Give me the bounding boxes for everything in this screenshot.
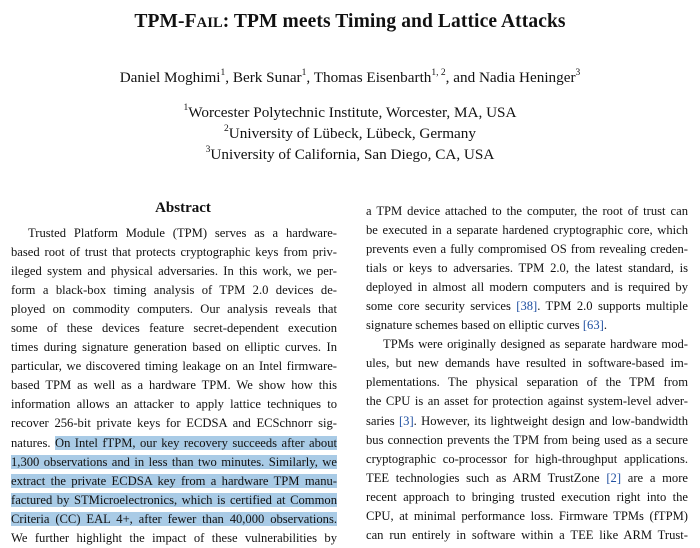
text-line bbox=[11, 319, 337, 338]
citation-link[interactable]: [38] bbox=[516, 298, 538, 313]
text-line bbox=[11, 434, 337, 453]
text-line bbox=[366, 221, 688, 240]
text-span: recover 256-bit private keys for ECDSA and ECSchnorr sig- bbox=[11, 416, 337, 431]
text-span: information allows an attacker to apply lattice techniques to bbox=[11, 397, 337, 412]
text-span: bus connection prevents the TPM from being used as a secure bbox=[366, 432, 688, 447]
text-line bbox=[11, 453, 337, 472]
highlighted-text: On Intel fTPM, our key recovery succeeds after about bbox=[54, 435, 338, 450]
title-part-2: AIL bbox=[196, 15, 223, 31]
text-line bbox=[11, 395, 337, 414]
text-line bbox=[366, 507, 688, 526]
text-span: We further highlight the impact of these vulnerabilities by bbox=[11, 531, 337, 545]
author-name: Thomas Eisenbarth bbox=[313, 69, 432, 86]
text-line bbox=[366, 450, 688, 469]
text-line bbox=[366, 373, 688, 392]
text-line bbox=[11, 338, 337, 357]
text-span: based root of trust that protects cryptographic keys from priv- bbox=[11, 244, 337, 259]
text-line bbox=[366, 240, 688, 259]
text-span: some of these devices feature secret-dependent execution bbox=[11, 320, 337, 335]
text-line bbox=[11, 224, 337, 243]
author-name: Daniel Moghimi bbox=[119, 69, 221, 86]
text-line bbox=[366, 392, 688, 411]
text-line bbox=[11, 529, 337, 545]
author-affiliation-marker: 1, 2 bbox=[431, 67, 446, 78]
highlighted-text: Criteria (CC) EAL 4+, after fewer than 40,000 observations. bbox=[11, 511, 337, 526]
affiliation-text: University of Lübeck, Lübeck, Germany bbox=[228, 125, 476, 142]
text-line bbox=[11, 357, 337, 376]
highlighted-text: factured by STMicroelectronics, which is certified at Common bbox=[11, 492, 337, 507]
affiliation bbox=[0, 144, 700, 165]
text-span: form a black-box timing analysis of TPM 2.0 devices de- bbox=[11, 282, 337, 297]
affiliation-number: 1 bbox=[183, 102, 189, 113]
text-span: . However, its lightweight design and low-bandwidth bbox=[413, 413, 689, 428]
text-line bbox=[366, 412, 688, 431]
text-line bbox=[366, 202, 688, 221]
title-part-3: : TPM meets Timing and Lattice Attacks bbox=[222, 11, 566, 32]
text-span: Trusted Platform Module (TPM) serves as a hardware- bbox=[28, 225, 337, 240]
author-affiliation-marker: 1 bbox=[220, 67, 226, 78]
text-span: ileged system and physical adversaries. In this work, we per- bbox=[11, 263, 337, 278]
affiliation-number: 2 bbox=[224, 123, 229, 134]
text-span: CPU, at minimal performance loss. Firmware TPMs (fTPM) bbox=[366, 509, 688, 523]
text-span: times during signature generation based on elliptic curves. In bbox=[11, 340, 337, 355]
paper-title bbox=[0, 11, 700, 33]
text-span: plementations. The physical separation of the TPM from bbox=[366, 375, 688, 390]
text-line bbox=[366, 469, 688, 488]
text-span: particular, we discovered timing leakage on an Intel firmware- bbox=[11, 359, 337, 374]
author-separator: , and bbox=[445, 69, 479, 86]
author-name: Nadia Heninger bbox=[478, 69, 576, 86]
text-line bbox=[366, 316, 688, 335]
affiliation-text: Worcester Polytechnic Institute, Worcester, MA, USA bbox=[188, 104, 517, 121]
right-column-text bbox=[366, 202, 688, 546]
text-span: saries bbox=[366, 413, 399, 428]
affiliation bbox=[0, 123, 700, 144]
citation-link[interactable]: [2] bbox=[606, 470, 622, 485]
highlighted-text: 1,300 observations and in less than two minutes. Similarly, we bbox=[11, 454, 337, 469]
text-line bbox=[366, 431, 688, 450]
text-span: TPMs were originally designed as separate hardware mod- bbox=[383, 337, 688, 352]
text-line bbox=[11, 243, 337, 262]
affiliation-list bbox=[0, 102, 700, 165]
text-span: recent approach to bringing trusted execution right into the bbox=[366, 489, 688, 504]
citation-link[interactable]: [3] bbox=[398, 413, 414, 428]
author-affiliation-marker: 3 bbox=[575, 67, 581, 78]
citation-link[interactable]: [63] bbox=[582, 318, 604, 333]
text-line bbox=[11, 510, 337, 529]
title-part-1: TPM-F bbox=[134, 11, 197, 32]
text-line bbox=[366, 354, 688, 373]
text-line bbox=[366, 297, 688, 316]
text-span: deployed in almost all modern computers and is required by bbox=[366, 279, 688, 294]
text-span: signature schemes based on elliptic curves bbox=[366, 318, 583, 333]
text-line bbox=[366, 259, 688, 278]
affiliation bbox=[0, 102, 700, 123]
text-span: some core security services bbox=[366, 298, 517, 313]
author-list bbox=[0, 69, 700, 87]
text-line bbox=[366, 278, 688, 297]
text-span: TEE technologies such as ARM TrustZone bbox=[366, 470, 607, 485]
author-separator: , bbox=[225, 69, 233, 86]
left-column-text bbox=[11, 224, 338, 545]
text-line bbox=[366, 488, 688, 507]
text-span: prevents even a fully compromised OS from revealing creden- bbox=[366, 241, 688, 256]
text-span: the CPU is an asset for protection against system-level adver- bbox=[366, 394, 688, 409]
text-span: ules, but new demands have resulted in software-based im- bbox=[366, 356, 688, 371]
text-line bbox=[11, 300, 337, 319]
text-span: can run entirely in software within a TEE like ARM Trust- bbox=[366, 528, 688, 543]
author-affiliation-marker: 1 bbox=[301, 67, 307, 78]
text-line bbox=[366, 526, 688, 545]
text-span: ployed on commodity computers. Our analysis reveals that bbox=[11, 301, 337, 316]
text-span: are a more bbox=[621, 470, 688, 485]
text-span: based TPM as well as a hardware TPM. We show how this bbox=[11, 378, 337, 393]
text-span: a TPM device attached to the computer, the root of trust can bbox=[366, 203, 688, 218]
text-line bbox=[11, 472, 337, 491]
text-span: cryptographic co-processor for high-throughput applications. bbox=[366, 451, 688, 466]
text-line bbox=[11, 414, 337, 433]
text-span: . bbox=[603, 318, 607, 333]
text-span: . TPM 2.0 supports multiple bbox=[537, 298, 689, 313]
affiliation-text: University of California, San Diego, CA, USA bbox=[210, 146, 495, 163]
text-line bbox=[11, 262, 337, 281]
text-line bbox=[366, 335, 688, 354]
abstract-heading: Abstract bbox=[155, 200, 211, 216]
author-name: Berk Sunar bbox=[232, 69, 302, 86]
highlighted-text: extract the private ECDSA key from a hardware TPM manu- bbox=[11, 473, 337, 488]
text-line bbox=[11, 281, 337, 300]
author-separator: , bbox=[306, 69, 314, 86]
affiliation-number: 3 bbox=[205, 144, 211, 155]
text-span: be executed in a separate hardened cryptographic core, which bbox=[366, 222, 688, 237]
text-span: tials or keys to adversaries. TPM 2.0, the latest standard, is bbox=[366, 260, 688, 275]
text-line bbox=[11, 376, 337, 395]
text-line bbox=[11, 491, 337, 510]
text-span: natures. bbox=[11, 435, 55, 450]
